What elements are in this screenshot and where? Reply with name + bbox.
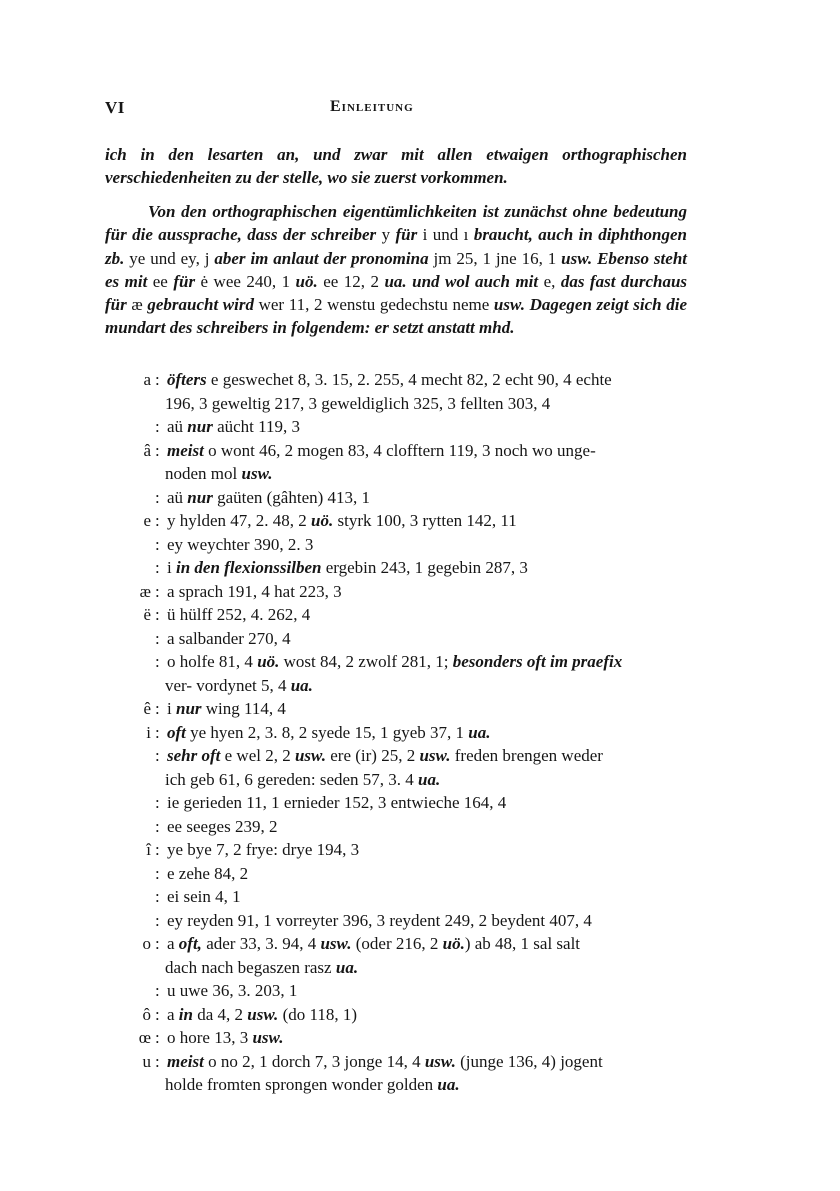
p2-text: ı: [463, 225, 469, 245]
entry-colon: :: [155, 910, 160, 930]
entry-text-part: ergebin 243, 1 gegebin 287, 3: [321, 558, 528, 577]
entry-colon: :: [155, 487, 160, 507]
entry-row: [0, 462, 840, 486]
p2-text: ee 12, 2: [323, 271, 379, 291]
entry-text-part: ua.: [335, 957, 359, 977]
entry-colon: :: [155, 581, 160, 601]
entry-text: [167, 509, 517, 533]
entry-colon: :: [155, 934, 160, 953]
entry-row: [0, 486, 840, 510]
entry-text-part: ua.: [290, 675, 313, 695]
entry-text: [165, 462, 273, 486]
entry-text-part: wing 114, 4: [201, 699, 286, 718]
entry-text: [167, 580, 342, 604]
entry-text-part: meist: [167, 440, 204, 460]
entry-text: [167, 1026, 284, 1050]
entry-text-part: uö.: [442, 934, 465, 953]
entry-text: [167, 979, 297, 1003]
entry-text-part: (do 118, 1): [278, 1004, 358, 1024]
entry-row: [0, 979, 840, 1003]
p2-text: æ: [131, 295, 143, 315]
entry-text-part: ey weychter 390, 2. 3: [167, 534, 314, 554]
p2-text: e,: [543, 271, 556, 291]
entry-text-part: o holfe 81, 4: [167, 652, 258, 671]
page-number: VI: [105, 98, 125, 117]
p2-text: i und: [422, 225, 459, 245]
p2-text: ė wee 240, 1: [200, 271, 291, 291]
entry-text-part: a: [167, 1004, 179, 1024]
entry-text-part: oft,: [178, 934, 202, 953]
entry-text: [167, 791, 506, 815]
entry-row: [0, 768, 840, 792]
entry-key: œ: [138, 1028, 151, 1047]
entry-text-part: (junge 136, 4) jogent: [455, 1051, 603, 1071]
entry-row: [0, 1050, 840, 1074]
p2-text: das fast durchaus für: [105, 271, 688, 315]
entry-text-part: ere (ir) 25, 2: [326, 746, 420, 765]
entry-text-part: usw.: [247, 1004, 279, 1024]
orthography-paragraph: [105, 200, 687, 340]
entry-text-part: aü: [167, 487, 188, 507]
entry-colon: :: [155, 1051, 160, 1071]
entry-text-part: aü: [167, 417, 188, 436]
entry-text-part: oft: [167, 722, 186, 742]
entry-text: [167, 885, 241, 909]
entry-text-part: a: [167, 934, 179, 953]
entry-key: ë: [143, 605, 151, 624]
entry-row: [0, 791, 840, 815]
entry-text: [167, 627, 291, 651]
entry-row: [0, 721, 840, 745]
entry-text-part: ey reyden 91, 1 vorreyter 396, 3 reydent 249, 2 beydent 407, 4: [167, 910, 592, 930]
entry-text-part: meist: [167, 1051, 204, 1071]
entry-text-part: wost 84, 2 zwolf 281, 1;: [279, 652, 453, 671]
entry-text-part: ua.: [437, 1075, 460, 1094]
entry-text: [167, 697, 286, 721]
entry-text-part: a salbander 270, 4: [167, 628, 291, 648]
entry-key: e: [143, 511, 151, 530]
entry-text-part: ader 33, 3. 94, 4: [201, 934, 321, 953]
entry-text: [165, 674, 313, 698]
entry-colon: :: [155, 652, 160, 671]
entry-row: [0, 603, 840, 627]
entry-text-part: ua.: [468, 722, 491, 742]
entry-colon: :: [155, 534, 160, 554]
entry-row: [0, 838, 840, 862]
entry-row: [0, 1003, 840, 1027]
entry-row: [0, 580, 840, 604]
p2-text: jm 25, 1 jne 16, 1: [433, 248, 557, 268]
entry-key: î: [146, 840, 151, 859]
entry-colon: :: [155, 746, 160, 765]
entry-text-part: (oder 216, 2: [351, 934, 443, 953]
entry-text-part: uö.: [257, 652, 280, 671]
entry-row: [0, 368, 840, 392]
entry-row: [0, 744, 840, 768]
entry-row: [0, 1073, 840, 1097]
entry-text-part: ye bye 7, 2 frye: drye 194, 3: [167, 840, 360, 859]
entry-key: æ: [139, 581, 151, 601]
p2-text: ye und ey,: [129, 248, 200, 268]
entry-text: [165, 956, 358, 980]
p2-text: usw. Ebenso steht es mit: [105, 248, 687, 291]
entry-colon: :: [155, 417, 160, 436]
entry-colon: :: [155, 558, 160, 577]
entry-row: [0, 862, 840, 886]
entry-colon: :: [155, 840, 160, 859]
sound-correspondence-list: [0, 368, 840, 1097]
entry-text: [167, 932, 580, 956]
p2-text: braucht, auch in diphthongen zb.: [105, 225, 688, 268]
entry-row: [0, 439, 840, 463]
entry-text-part: y hylden 47, 2. 48, 2: [167, 511, 312, 530]
entry-text: [167, 486, 370, 510]
entry-text-part: gaüten (gâhten) 413, 1: [212, 487, 371, 507]
entry-text: [167, 415, 300, 439]
entry-row: [0, 556, 840, 580]
entry-colon: :: [155, 1004, 160, 1024]
entry-row: [0, 674, 840, 698]
entry-text-part: nur: [187, 417, 213, 436]
entry-key: ê: [143, 699, 151, 718]
entry-text-part: uö.: [311, 511, 334, 530]
entry-key: o: [142, 934, 151, 953]
p2-text: Von den orthographischen eigentümlichkeiten ist zunächst ohne bedeutung für die aussprache, dass der schreiber: [105, 202, 687, 245]
entry-text-part: usw.: [294, 746, 326, 765]
p2-text: gebraucht wird: [147, 295, 254, 315]
entry-row: [0, 509, 840, 533]
entry-text-part: usw.: [424, 1051, 456, 1071]
entry-row: [0, 909, 840, 933]
entry-colon: :: [155, 605, 160, 624]
running-title: Einleitung: [330, 98, 414, 115]
entry-key: ô: [142, 1004, 151, 1024]
entry-text-part: ) ab 48, 1 sal salt: [464, 934, 581, 953]
entry-text-part: usw.: [241, 464, 273, 483]
entry-text: [167, 1003, 357, 1027]
entry-row: [0, 650, 840, 674]
entry-text-part: in: [178, 1004, 193, 1024]
entry-text-part: ich geb 61, 6 gereden: seden 57, 3. 4: [165, 769, 419, 789]
entry-colon: :: [155, 722, 160, 742]
entry-text: [167, 1050, 603, 1074]
entry-row: [0, 415, 840, 439]
entry-text-part: noden mol: [165, 464, 242, 483]
entry-text-part: ü hülff 252, 4. 262, 4: [167, 605, 311, 624]
entry-key: a: [143, 370, 151, 389]
entry-text: [167, 439, 596, 463]
entry-text-part: o hore 13, 3: [167, 1028, 253, 1047]
entry-text-part: usw.: [252, 1028, 284, 1047]
entry-text: [165, 768, 440, 792]
entry-key: â: [143, 440, 151, 460]
entry-text: [165, 1073, 460, 1097]
entry-colon: :: [155, 793, 160, 812]
entry-text-part: holde fromten sprongen wonder golden: [165, 1075, 438, 1094]
entry-text: [167, 909, 592, 933]
entry-text-part: da 4, 2: [192, 1004, 248, 1024]
entry-text: [167, 815, 277, 839]
entry-text-part: e zehe 84, 2: [167, 863, 249, 883]
entry-text-part: nur: [187, 487, 213, 507]
intro-paragraph: ich in den lesarten an, und zwar mit allen etwaigen orthographischen verschiedenheiten zu der stelle, wo sie zuerst vorkommen.: [105, 145, 687, 188]
entry-text-part: e geswechet 8, 3. 15, 2. 255, 4 mecht 82, 2 echt 90, 4 echte: [206, 370, 612, 389]
entry-row: [0, 885, 840, 909]
entry-text-part: a sprach 191, 4 hat 223, 3: [167, 581, 342, 601]
p2-text: uö.: [295, 271, 318, 291]
entry-text-part: ei sein 4, 1: [167, 887, 241, 906]
p2-text: wer 11, 2 wenstu gedechstu neme: [258, 295, 490, 315]
entry-colon: :: [155, 628, 160, 648]
entry-text-part: usw.: [419, 746, 451, 765]
entry-text-part: ye hyen 2, 3. 8, 2 syede 15, 1 gyeb 37, 1: [185, 722, 469, 742]
entry-colon: :: [155, 511, 160, 530]
entry-text-part: i: [167, 699, 176, 718]
entry-text-part: e wel 2, 2: [220, 746, 295, 765]
entry-text-part: ua.: [418, 769, 441, 789]
entry-row: [0, 392, 840, 416]
entry-text: [167, 838, 359, 862]
entry-text-part: ee seeges 239, 2: [167, 816, 278, 836]
entry-text-part: i: [167, 558, 176, 577]
entry-colon: :: [155, 816, 160, 836]
p2-text: usw. Dagegen zeigt sich die mundart des schreibers in folgendem: er setzt anstatt mhd.: [105, 295, 687, 338]
entry-row: [0, 815, 840, 839]
entry-text-part: sehr oft: [167, 746, 221, 765]
p2-text: y: [381, 225, 391, 245]
entry-key: i: [146, 722, 151, 742]
entry-text: [167, 533, 313, 557]
entry-text-part: dach nach begaszen rasz: [165, 957, 336, 977]
entry-text-part: o wont 46, 2 mogen 83, 4 clofftern 119, 3 noch wo unge-: [203, 440, 596, 460]
entry-row: [0, 533, 840, 557]
entry-row: [0, 627, 840, 651]
entry-text-part: öfters: [167, 370, 207, 389]
entry-text-part: aücht 119, 3: [212, 417, 301, 436]
entry-colon: :: [155, 1028, 160, 1047]
entry-text-part: u uwe 36, 3. 203, 1: [167, 981, 298, 1000]
entry-colon: :: [155, 887, 160, 906]
p2-text: ua. und wol auch mit: [384, 271, 539, 291]
entry-row: [0, 932, 840, 956]
p2-text: j: [204, 248, 210, 268]
entry-key: u: [142, 1051, 151, 1071]
entry-text-part: nur: [175, 699, 202, 718]
entry-colon: :: [155, 863, 160, 883]
p2-text: für: [173, 271, 196, 291]
entry-text-part: in den flexionssilben: [175, 558, 322, 577]
entry-text: [165, 392, 550, 416]
entry-text: [167, 744, 603, 768]
entry-text-part: o no 2, 1 dorch 7, 3 jonge 14, 4: [203, 1051, 425, 1071]
entry-text-part: usw.: [320, 934, 352, 953]
p2-text: ee: [152, 271, 168, 291]
entry-text-part: freden brengen weder: [450, 746, 603, 765]
entry-colon: :: [155, 370, 160, 389]
entry-text: [167, 721, 490, 745]
entry-text: [167, 862, 248, 886]
entry-colon: :: [155, 699, 160, 718]
entry-text-part: ie gerieden 11, 1 ernieder 152, 3 entwieche 164, 4: [167, 793, 507, 812]
entry-text-part: 196, 3 geweltig 217, 3 geweldiglich 325, 3 fellten 303, 4: [165, 393, 551, 413]
entry-text-part: besonders oft im praefix: [452, 652, 623, 671]
entry-text: [167, 650, 622, 674]
entry-colon: :: [155, 981, 160, 1000]
entry-text: [167, 556, 528, 580]
entry-colon: :: [155, 440, 160, 460]
entry-text-part: styrk 100, 3 rytten 142, 11: [333, 511, 517, 530]
entry-row: [0, 697, 840, 721]
entry-text-part: ver- vordynet 5, 4: [165, 675, 291, 695]
entry-row: [0, 1026, 840, 1050]
p2-text: für: [395, 225, 418, 245]
p2-text: aber im anlaut der pronomina: [214, 248, 429, 268]
entry-text: [167, 603, 310, 627]
entry-row: [0, 956, 840, 980]
entry-text: [167, 368, 612, 392]
